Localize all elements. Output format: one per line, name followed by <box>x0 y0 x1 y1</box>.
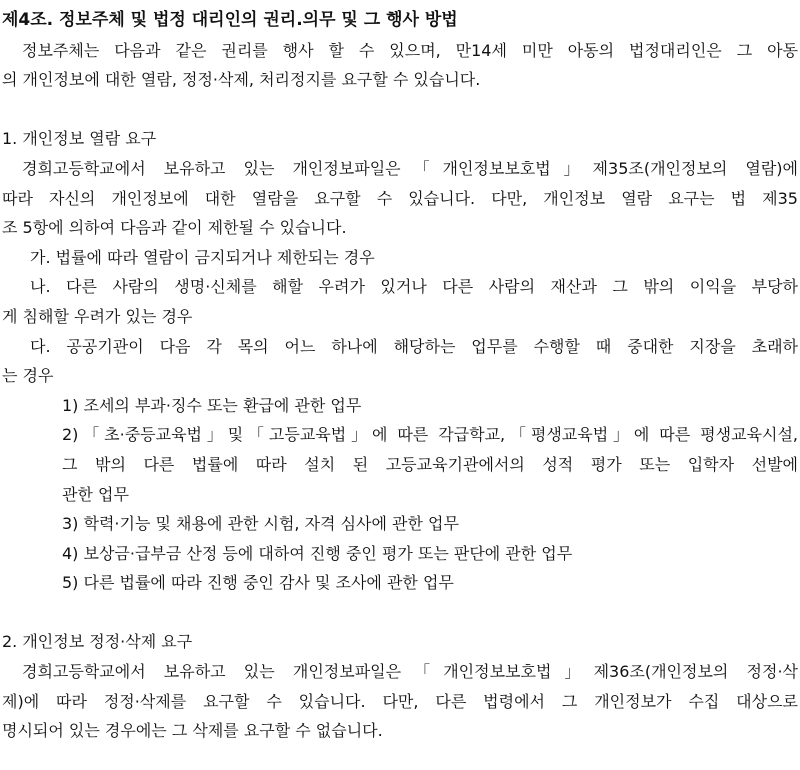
item-na-line-2: 게 침해할 우려가 있는 경우 <box>2 306 193 326</box>
intro-line-2: 의 개인정보에 대한 열람, 정정·삭제, 처리정지를 요구할 수 있습니다. <box>2 70 481 90</box>
subitem-2-line-2: 그 밖의 다른 법률에 따라 설치 된 고등교육기관에서의 성적 평가 또는 입학자 선발에 <box>62 454 798 474</box>
intro-line-1: 정보주체는 다음과 같은 권리를 행사 할 수 있으며, 만14세 미만 아동의 법정대리인은 그 아동 <box>22 40 798 60</box>
section-1-body-line-1: 경희고등학교에서 보유하고 있는 개인정보파일은「개인정보보호법」제35조(개인정보의 열람)에 <box>22 158 798 178</box>
section-2-body-line-2: 제)에 따라 정정·삭제를 요구할 수 있습니다. 다만, 다른 법령에서 그 개인정보가 수집 대상으로 <box>2 691 798 711</box>
item-da-line-2: 는 경우 <box>2 366 54 386</box>
section-2-body-line-1: 경희고등학교에서 보유하고 있는 개인정보파일은「개인정보보호법」제36조(개인정보의 정정·삭 <box>22 662 798 682</box>
subitem-1: 1) 조세의 부과·징수 또는 환급에 관한 업무 <box>62 395 362 415</box>
section-2-heading: 2. 개인정보 정정·삭제 요구 <box>2 632 193 652</box>
subitem-3: 3) 학력·기능 및 채용에 관한 시험, 자격 심사에 관한 업무 <box>62 514 459 534</box>
subitem-5: 5) 다른 법률에 따라 진행 중인 감사 및 조사에 관한 업무 <box>62 573 454 593</box>
subitem-2-line-3: 관한 업무 <box>62 484 129 504</box>
item-da-line-1: 다. 공공기관이 다음 각 목의 어느 하나에 해당하는 업무를 수행할 때 중대한 지장을 초래하 <box>30 336 798 356</box>
spacer <box>2 95 798 125</box>
section-1-heading: 1. 개인정보 열람 요구 <box>2 129 157 149</box>
item-na-line-1: 나. 다른 사람의 생명·신체를 해할 우려가 있거나 다른 사람의 재산과 그 밖의 이익을 부당하 <box>30 277 798 297</box>
item-ga: 가. 법률에 따라 열람이 금지되거나 제한되는 경우 <box>30 247 375 267</box>
subitem-2-line-1: 2)「초·중등교육법」및「고등교육법」에 따른 각급학교,「평생교육법」에 따른 평생교육시설, <box>62 425 798 445</box>
section-2-body-line-3: 명시되어 있는 경우에는 그 삭제를 요구할 수 없습니다. <box>2 721 383 741</box>
subitem-4: 4) 보상금·급부금 산정 등에 대하여 진행 중인 평가 또는 판단에 관한 업무 <box>62 543 573 563</box>
section-1-body-line-3: 조 5항에 의하여 다음과 같이 제한될 수 있습니다. <box>2 218 347 238</box>
spacer <box>2 598 798 628</box>
section-1-body-line-2: 따라 자신의 개인정보에 대한 열람을 요구할 수 있습니다. 다만, 개인정보 열람 요구는 법 제35 <box>2 188 798 208</box>
article-title: 제4조. 정보주체 및 법정 대리인의 권리.의무 및 그 행사 방법 <box>2 10 458 30</box>
